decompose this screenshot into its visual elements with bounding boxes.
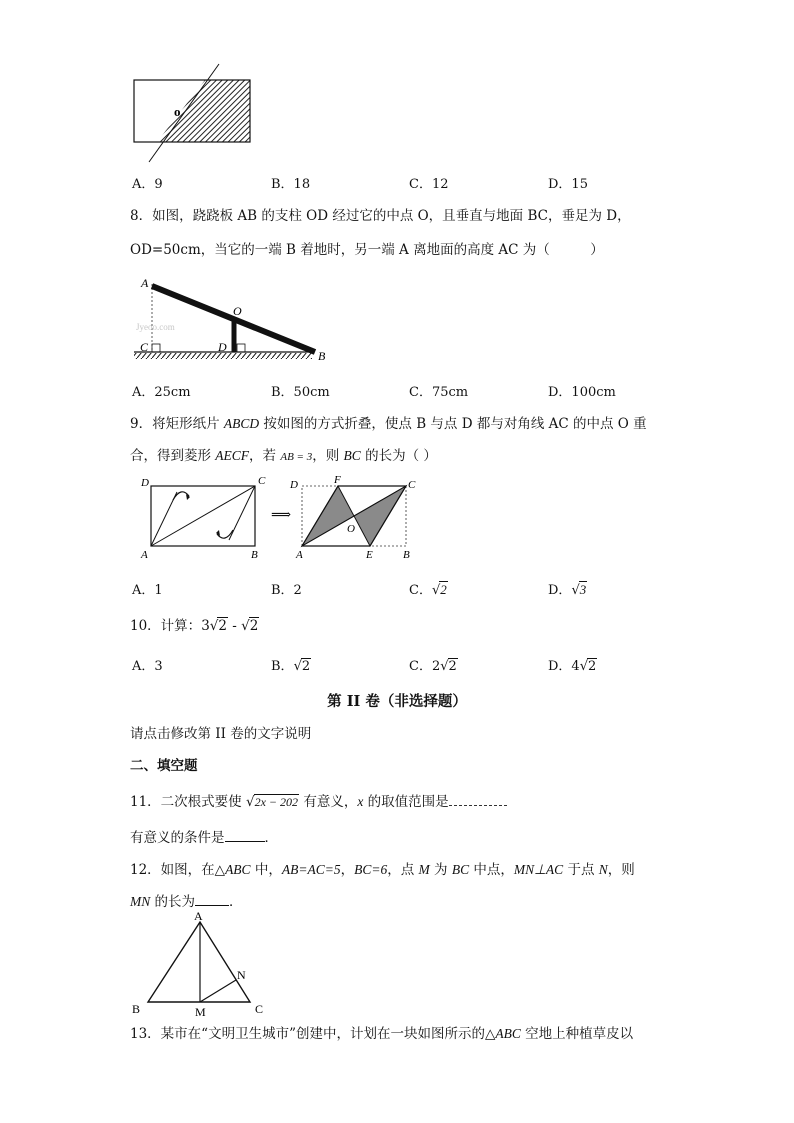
section-heading: 二、填空题 — [130, 758, 198, 774]
q9-figure-left — [137, 474, 269, 562]
q9-shaded-triangle-right — [354, 486, 406, 546]
q8-option-c: C．75cm — [409, 385, 469, 400]
q8-option-b: B．50cm — [271, 385, 330, 400]
q9-figure-right — [288, 474, 420, 562]
q11-answer-blank[interactable] — [225, 829, 265, 842]
q12-perpendicular-mn — [200, 980, 236, 1002]
q7-figure — [132, 62, 254, 164]
q9-option-c: C．√2 — [409, 582, 447, 598]
q9-right-label-d: D — [290, 479, 298, 491]
q12-label-n: N — [237, 968, 246, 982]
q9-right-label-a: A — [296, 549, 303, 561]
q9-fold-line-right — [229, 486, 255, 540]
q9-right-label-c: C — [408, 479, 416, 491]
q8-label-a: A — [141, 276, 149, 290]
q8-label-o: O — [233, 304, 242, 318]
q10-text: 10．计算：3√2 - √2 — [130, 618, 259, 634]
q7-option-c: C．12 — [409, 177, 449, 192]
q12-label-c: C — [255, 1002, 264, 1016]
q7-hatched-region — [157, 80, 250, 142]
section-note[interactable]: 请点击修改第 II 卷的文字说明 — [130, 726, 312, 742]
q9-fold-line-left — [151, 492, 177, 546]
q9-right-label-b: B — [403, 549, 410, 561]
q8-right-angle-c — [152, 344, 160, 352]
q8-option-a: A．25cm — [132, 385, 191, 400]
q9-text-line2: 合，得到菱形 AECF，若 AB = 3，则 BC 的长为（ ） — [130, 448, 437, 464]
q10-option-c: C．2√2 — [409, 659, 457, 674]
q8-text-line1: 8．如图，跷跷板 AB 的支柱 OD 经过它的中点 O，且垂直与地面 BC，垂足为 D， — [130, 208, 631, 224]
section-title: 第 II 卷（非选择题） — [327, 693, 467, 710]
q9-left-label-a: A — [141, 549, 148, 561]
q12-figure — [128, 908, 274, 1020]
q12-triangle-abc — [148, 922, 250, 1002]
q9-transform-arrow: ⟹ — [271, 507, 292, 523]
q12-answer-blank[interactable] — [195, 893, 229, 906]
q12-text-line1: 12．如图，在△ABC 中，AB=AC=5，BC=6，点 M 为 BC 中点，MN⊥AC 于点 N，则 — [130, 862, 635, 878]
q9-left-label-d: D — [141, 477, 149, 489]
q12-label-b: B — [132, 1002, 141, 1016]
q9-right-diagonal — [302, 486, 406, 546]
q12-label-m: M — [195, 1005, 206, 1019]
q8-text-line2: OD=50cm，当它的一端 B 着地时，另一端 A 离地面的高度 AC 为（ ） — [130, 242, 604, 258]
q9-text-line1: 9．将矩形纸片 ABCD 按如图的方式折叠，使点 B 与点 D 都与对角线 AC 的中点 O 重 — [130, 416, 647, 432]
q8-label-c: C — [140, 340, 149, 354]
q13-text: 13．某市在“文明卫生城市”创建中，计划在一块如图所示的△ABC 空地上种植草皮以 — [130, 1026, 634, 1042]
q11-text-line1: 11．二次根式要使 √2x − 202 有意义，x 的取值范围是 — [130, 790, 507, 810]
q9-right-label-e: E — [366, 549, 373, 561]
q12-text-line2: MN 的长为 ． — [130, 894, 243, 910]
q7-label-o: o — [174, 104, 181, 119]
q8-figure — [132, 274, 332, 366]
q12-label-a: A — [194, 909, 203, 923]
q8-option-d: D．100cm — [548, 385, 616, 400]
q8-label-d: D — [218, 340, 227, 354]
q8-right-angle-d — [237, 344, 245, 352]
q10-option-d: D．4√2 — [548, 659, 597, 674]
q8-watermark: Jyeoo.com — [136, 322, 175, 332]
q9-option-a: A．1 — [132, 583, 163, 598]
q9-left-label-b: B — [251, 549, 258, 561]
q8-label-b: B — [318, 349, 326, 363]
q7-option-a: A．9 — [132, 177, 163, 192]
q10-option-a: A．3 — [132, 659, 163, 674]
q9-right-label-o: O — [347, 523, 355, 535]
q11-dashed-blank — [449, 796, 507, 806]
q7-option-b: B．18 — [271, 177, 311, 192]
q9-shaded-triangle-left — [302, 486, 354, 546]
q9-option-d: D．√3 — [548, 582, 587, 598]
q9-left-label-c: C — [258, 475, 266, 487]
q9-diagonal-ac — [151, 486, 255, 546]
q9-option-b: B．2 — [271, 583, 302, 598]
q10-option-b: B．√2 — [271, 659, 311, 674]
q11-text-line2: 有意义的条件是 ． — [130, 830, 278, 846]
q9-right-label-f: F — [334, 474, 341, 486]
q7-option-d: D．15 — [548, 177, 588, 192]
